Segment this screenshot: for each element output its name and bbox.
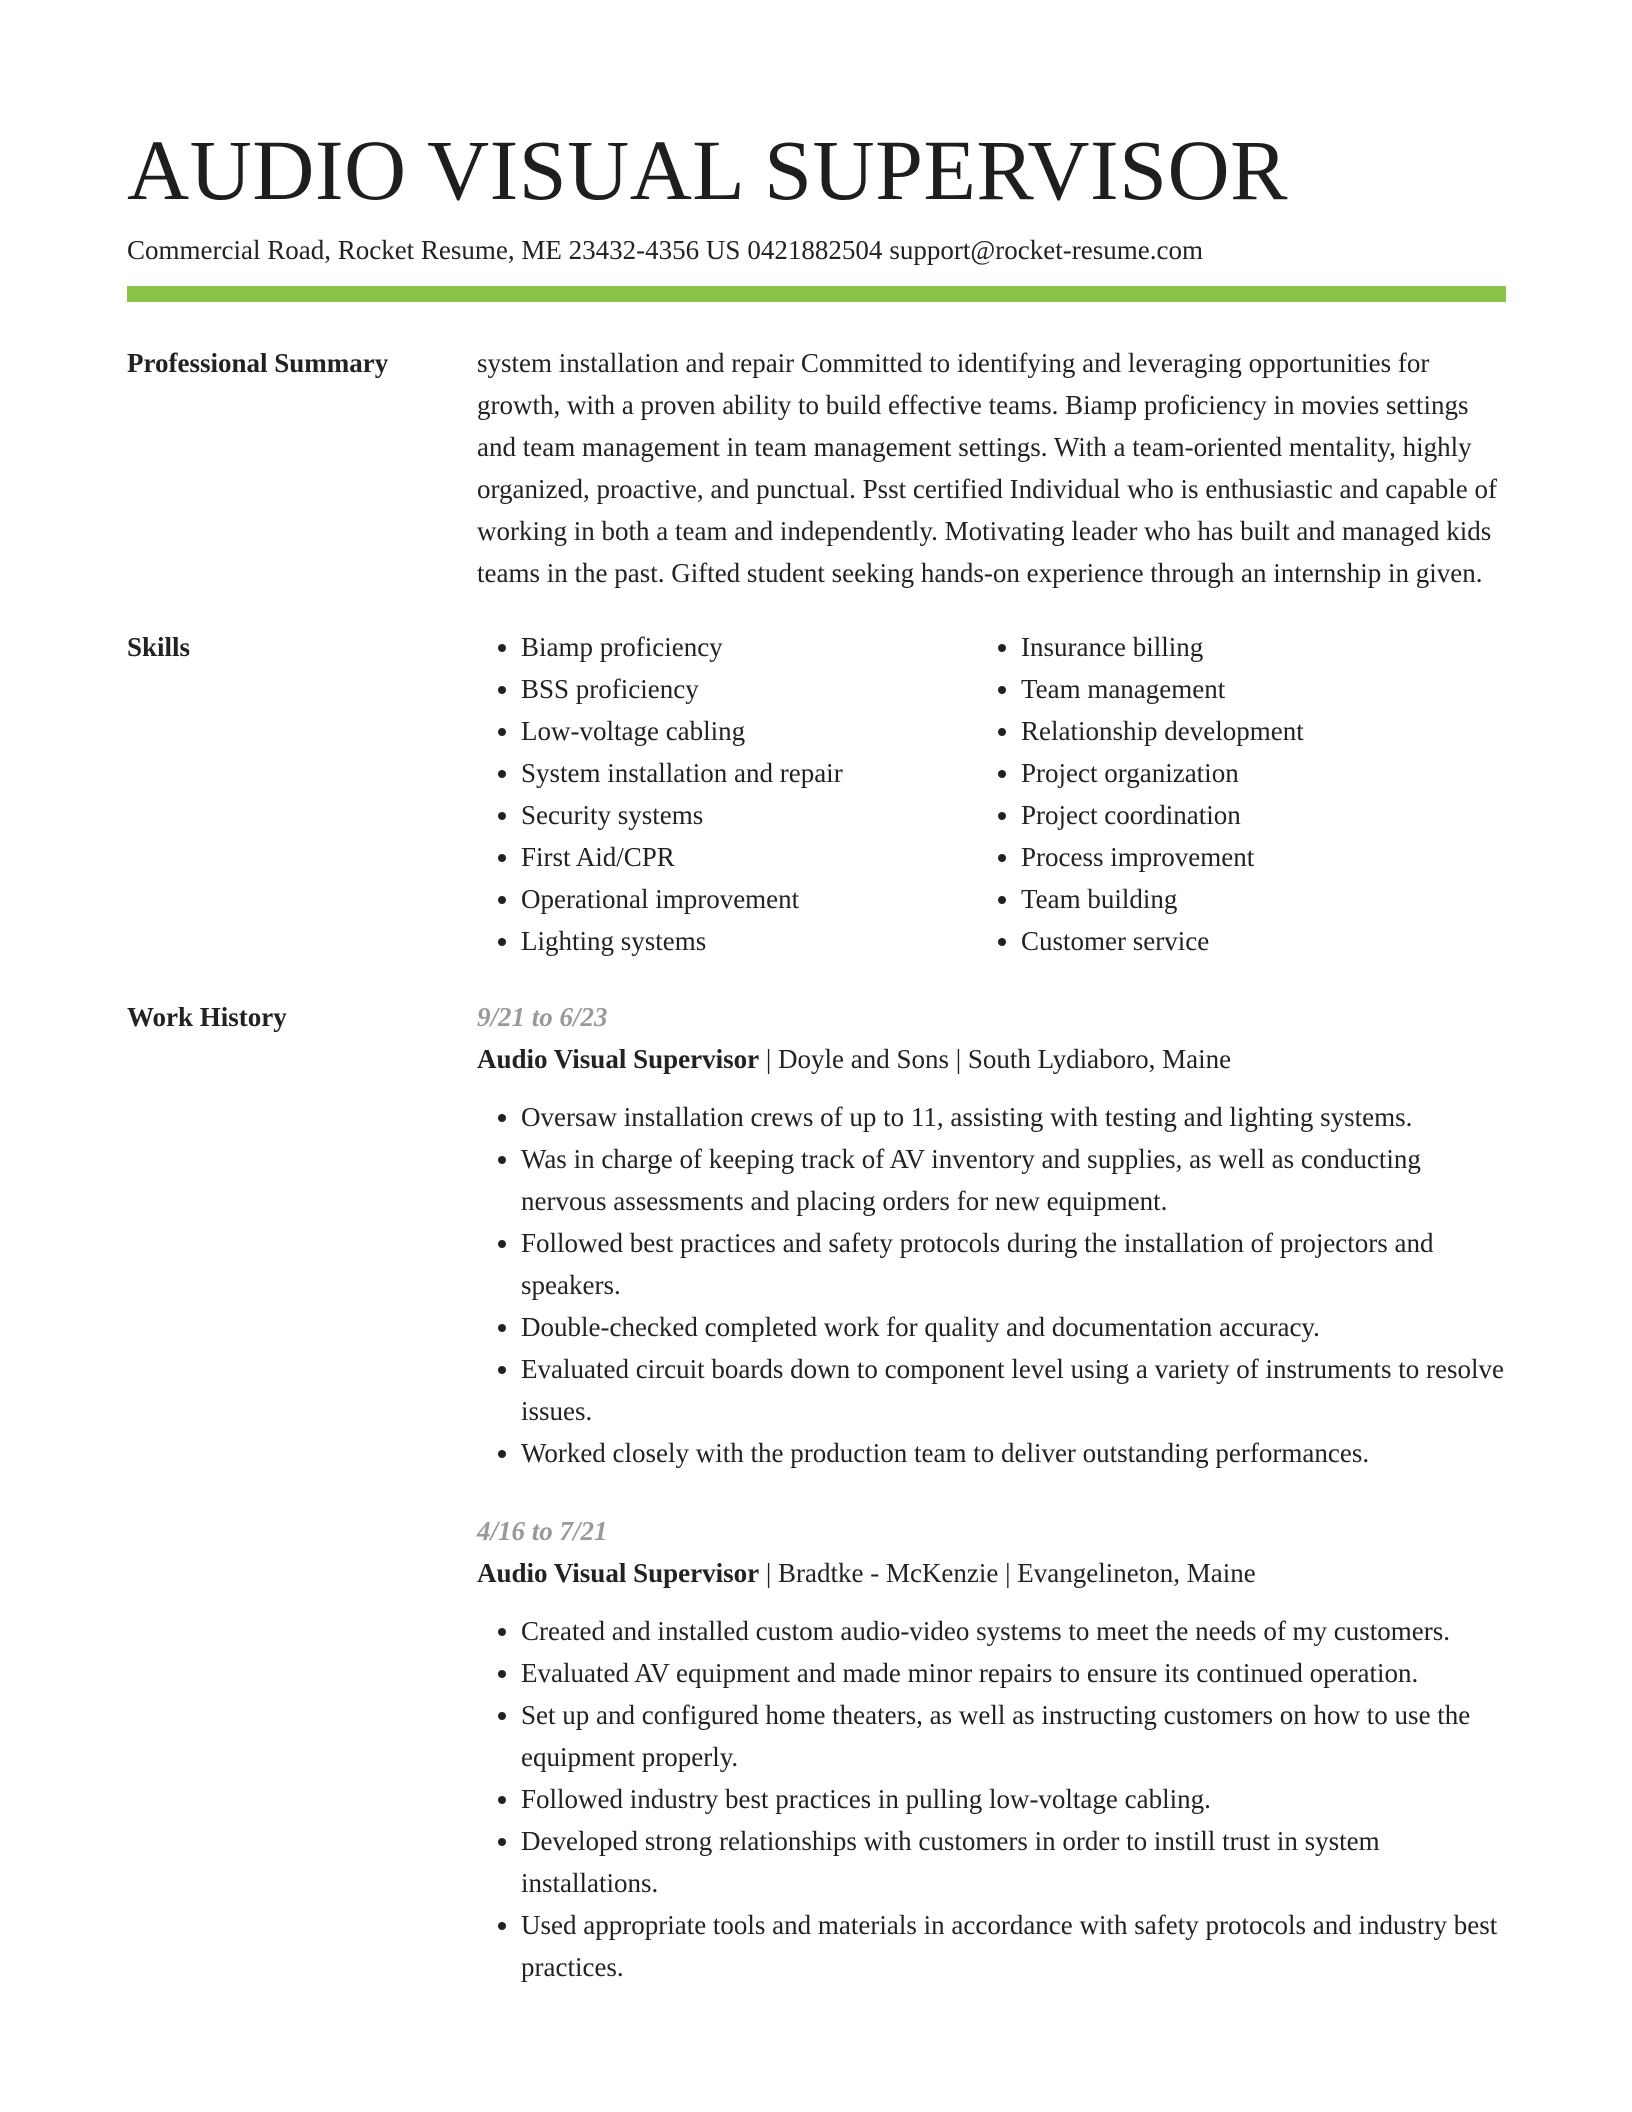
contact-phone: 0421882504	[747, 235, 883, 265]
skills-columns	[477, 626, 1506, 962]
job-heading	[477, 1038, 1506, 1080]
skill-item: • Lighting systems	[521, 920, 977, 962]
section-title-work-history: Work History	[127, 1002, 287, 1032]
job-bullet: • Followed best practices and safety protocols during the installation of projectors and speakers.	[521, 1222, 1506, 1306]
job-entry	[477, 996, 1506, 1474]
job-bullet: • Worked closely with the production team to deliver outstanding performances.	[521, 1432, 1506, 1474]
job-bullet: • Oversaw installation crews of up to 11, assisting with testing and lighting systems.	[521, 1096, 1506, 1138]
contact-line	[127, 232, 1506, 268]
job-position: Audio Visual Supervisor	[477, 1558, 760, 1588]
job-dates: 9/21 to 6/23	[477, 1002, 608, 1032]
job-bullet: • Evaluated circuit boards down to component level using a variety of instruments to resolve issues.	[521, 1348, 1506, 1432]
skills-body	[477, 626, 1506, 962]
skill-item: • Insurance billing	[1021, 626, 1506, 668]
job-bullet-list	[477, 1610, 1506, 1988]
skill-item: • Project coordination	[1021, 794, 1506, 836]
skill-item: • Operational improvement	[521, 878, 977, 920]
skills-section	[127, 626, 1506, 962]
contact-address: Commercial Road, Rocket Resume, ME 23432-4356 US	[127, 235, 741, 265]
skills-list-right	[977, 626, 1506, 962]
skill-item: • Low-voltage cabling	[521, 710, 977, 752]
skill-item: • Team building	[1021, 878, 1506, 920]
job-bullet: • Evaluated AV equipment and made minor repairs to ensure its continued operation.	[521, 1652, 1506, 1694]
job-dates: 4/16 to 7/21	[477, 1516, 608, 1546]
section-title-professional-summary: Professional Summary	[127, 348, 389, 378]
skill-item: • Process improvement	[1021, 836, 1506, 878]
professional-summary-section	[127, 342, 1506, 594]
skill-item: • Biamp proficiency	[521, 626, 977, 668]
job-heading	[477, 1552, 1506, 1594]
job-entry	[477, 1510, 1506, 1988]
skill-item: • Security systems	[521, 794, 977, 836]
work-history-body	[477, 996, 1506, 1988]
skill-item: • Project organization	[1021, 752, 1506, 794]
contact-email: support@rocket-resume.com	[889, 235, 1203, 265]
job-bullet: • Followed industry best practices in pulling low-voltage cabling.	[521, 1778, 1506, 1820]
job-bullet: • Created and installed custom audio-video systems to meet the needs of my customers.	[521, 1610, 1506, 1652]
job-company-location: | Bradtke - McKenzie | Evangelineton, Maine	[759, 1558, 1256, 1588]
section-title-skills: Skills	[127, 632, 191, 662]
job-bullet: • Used appropriate tools and materials in accordance with safety protocols and industry best practices.	[521, 1904, 1506, 1988]
job-bullet: • Set up and configured home theaters, as well as instructing customers on how to use the equipment properly.	[521, 1694, 1506, 1778]
skill-item: • Customer service	[1021, 920, 1506, 962]
job-bullet: • Developed strong relationships with customers in order to instill trust in system installations.	[521, 1820, 1506, 1904]
job-bullet-list	[477, 1096, 1506, 1474]
skills-list-left	[477, 626, 977, 962]
skill-item: • BSS proficiency	[521, 668, 977, 710]
skill-item: • First Aid/CPR	[521, 836, 977, 878]
skill-item: • System installation and repair	[521, 752, 977, 794]
job-bullet: • Was in charge of keeping track of AV inventory and supplies, as well as conducting nervous assessments and placing orders for new equipment.	[521, 1138, 1506, 1222]
job-position: Audio Visual Supervisor	[477, 1044, 760, 1074]
skill-item: • Team management	[1021, 668, 1506, 710]
job-company-location: | Doyle and Sons | South Lydiaboro, Maine	[759, 1044, 1232, 1074]
skill-item: • Relationship development	[1021, 710, 1506, 752]
work-history-section	[127, 996, 1506, 1988]
resume-name-heading: AUDIO VISUAL SUPERVISOR	[127, 122, 1288, 218]
summary-body	[477, 342, 1506, 594]
header-divider-rule	[127, 286, 1506, 302]
job-bullet: • Double-checked completed work for quality and documentation accuracy.	[521, 1306, 1506, 1348]
summary-text: system installation and repair Committed to identifying and leveraging opportunities for growth, with a proven ability to build effective teams. Biamp proficiency in movies settings and team management in team management settings. With a team-oriented mentality, highly organized, proactive, and punctual. Psst certified Individual who is enthusiastic and capable of working in both a team and independently. Motivating leader who has built and managed kids teams in the past. Gifted student seeking hands-on experience through an internship in given.	[477, 348, 1497, 588]
